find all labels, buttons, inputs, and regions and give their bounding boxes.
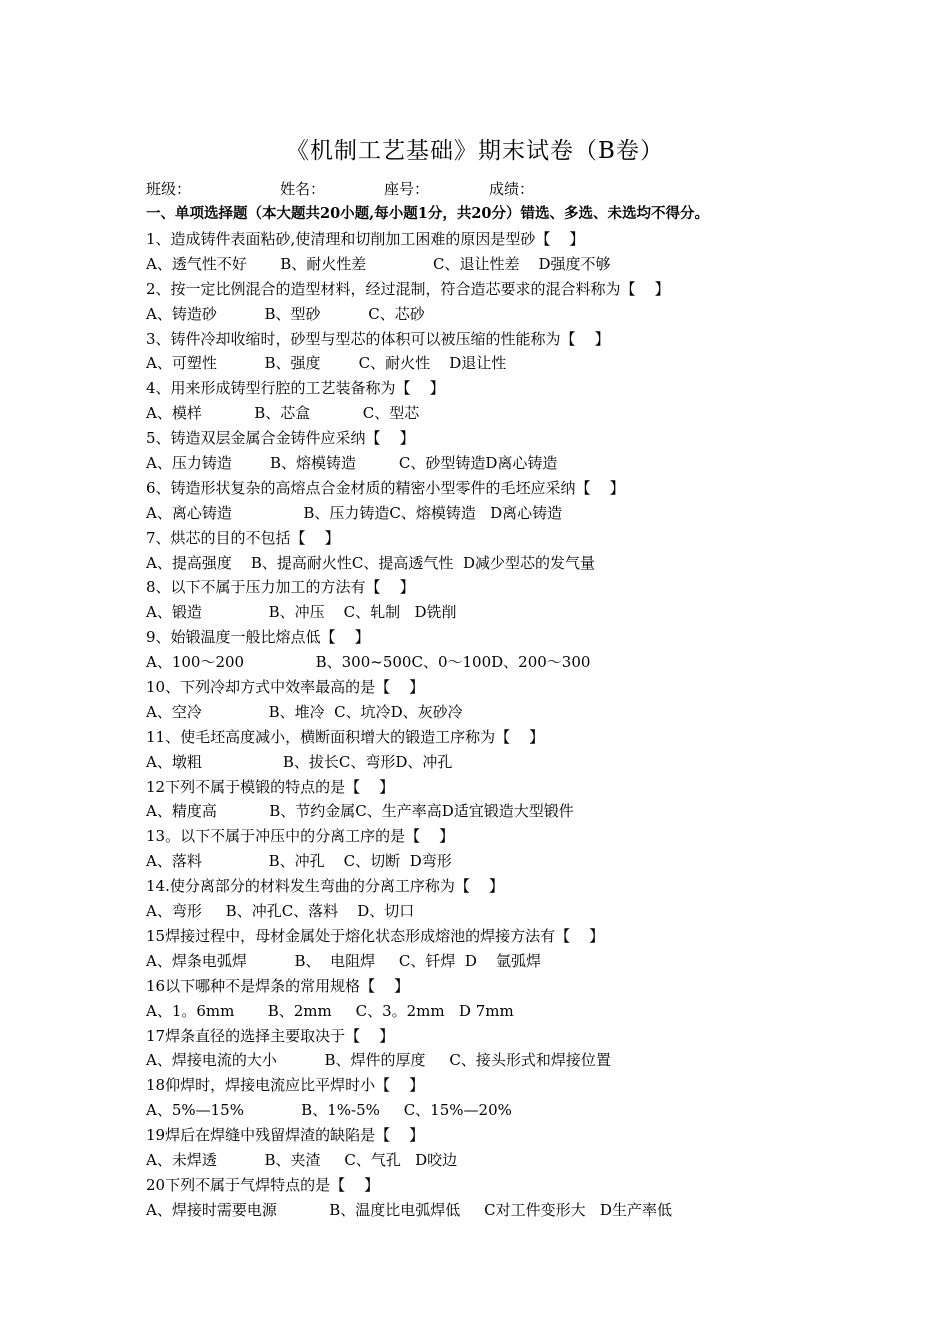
question-19-options: A、未焊透 B、夹渣 C、气孔 D咬边 bbox=[146, 1150, 458, 1169]
question-12-text: 12下列不属于模锻的特点的是【 】 bbox=[146, 777, 395, 796]
question-7-text: 7、烘芯的目的不包括【 】 bbox=[146, 528, 340, 547]
score-label: 成绩： bbox=[489, 180, 535, 198]
question-6-text: 6、铸造形状复杂的高熔点合金材质的精密小型零件的毛坯应采纳【 】 bbox=[146, 478, 625, 497]
exam-title: 《机制工艺基础》期末试卷（B卷） bbox=[286, 138, 664, 164]
question-9-options: A、100～200 B、300~500C、0～100D、200～300 bbox=[146, 653, 591, 672]
question-7-options: A、提高强度 B、提高耐火性C、提高透气性 D减少型芯的发气量 bbox=[146, 553, 595, 572]
question-20-options: A、焊接时需要电源 B、温度比电弧焊低 C对工件变形大 D生产率低 bbox=[146, 1200, 672, 1219]
question-4-options: A、模样 B、芯盒 C、型芯 bbox=[146, 404, 420, 423]
question-10-options: A、空冷 B、堆冷 C、坑冷D、灰砂冷 bbox=[146, 702, 463, 721]
question-5-options: A、压力铸造 B、熔模铸造 C、砂型铸造D离心铸造 bbox=[146, 454, 558, 473]
seat-label: 座号： bbox=[384, 180, 430, 198]
question-3-options: A、可塑性 B、强度 C、耐火性 D退让性 bbox=[146, 354, 507, 373]
section-heading: 一、单项选择题（本大题共20小题,每小题1分，共20分）错选、多选、未选均不得分。 bbox=[146, 205, 709, 222]
question-8-options: A、锻造 B、冲压 C、轧制 D铣削 bbox=[146, 603, 457, 622]
question-3-text: 3、铸件冷却收缩时，砂型与型芯的体积可以被压缩的性能称为【 】 bbox=[146, 329, 610, 348]
question-17-text: 17焊条直径的选择主要取决于【 】 bbox=[146, 1026, 395, 1045]
question-2-options: A、铸造砂 B、型砂 C、芯砂 bbox=[146, 304, 425, 323]
question-9-text: 9、始锻温度一般比熔点低【 】 bbox=[146, 628, 370, 647]
question-15-options: A、焊条电弧焊 B、 电阻焊 C、钎焊 D 氩弧焊 bbox=[146, 951, 542, 970]
question-13-text: 13。以下不属于冲压中的分离工序的是【 】 bbox=[146, 827, 455, 846]
name-label: 姓名： bbox=[280, 180, 326, 198]
question-10-text: 10、下列冷却方式中效率最高的是【 】 bbox=[146, 678, 425, 697]
question-16-options: A、1。6mm B、2mm C、3。2mm D 7mm bbox=[146, 1001, 514, 1020]
question-5-text: 5、铸造双层金属合金铸件应采纳【 】 bbox=[146, 429, 415, 448]
question-18-options: A、5%—15% B、1%-5% C、15%—20% bbox=[146, 1101, 512, 1120]
question-11-text: 11、使毛坯高度减小，横断面积增大的锻造工序称为【 】 bbox=[146, 727, 545, 746]
question-13-options: A、落料 B、冲孔 C、切断 D弯形 bbox=[146, 852, 452, 871]
question-20-text: 20下列不属于气焊特点的是【 】 bbox=[146, 1175, 380, 1194]
question-1-text: 1、造成铸件表面粘砂,使清理和切削加工困难的原因是型砂【 】 bbox=[146, 230, 585, 248]
question-list bbox=[146, 227, 926, 1223]
question-14-options: A、弯形 B、冲孔C、落料 D、切口 bbox=[146, 902, 415, 921]
question-14-text: 14.使分离部分的材料发生弯曲的分离工序称为【 】 bbox=[146, 877, 504, 896]
question-6-options: A、离心铸造 B、压力铸造C、熔模铸造 D离心铸造 bbox=[146, 503, 563, 522]
question-2-text: 2、按一定比例混合的造型材料，经过混制，符合造芯要求的混合料称为【 】 bbox=[146, 279, 670, 298]
question-8-text: 8、以下不属于压力加工的方法有【 】 bbox=[146, 578, 415, 597]
question-4-text: 4、用来形成铸型行腔的工艺装备称为【 】 bbox=[146, 379, 445, 398]
question-11-options: A、墩粗 B、拔长C、弯形D、冲孔 bbox=[146, 752, 453, 771]
question-18-text: 18仰焊时，焊接电流应比平焊时小【 】 bbox=[146, 1076, 425, 1095]
question-1-options: A、透气性不好 B、耐火性差 C、退让性差 D强度不够 bbox=[146, 254, 611, 273]
question-17-options: A、焊接电流的大小 B、焊件的厚度 C、接头形式和焊接位置 bbox=[146, 1051, 611, 1070]
question-19-text: 19焊后在焊缝中残留焊渣的缺陷是【 】 bbox=[146, 1126, 425, 1145]
question-15-text: 15焊接过程中，母材金属处于熔化状态形成熔池的焊接方法有【 】 bbox=[146, 926, 605, 945]
class-label: 班级： bbox=[146, 180, 192, 198]
question-16-text: 16以下哪种不是焊条的常用规格【 】 bbox=[146, 976, 410, 995]
question-12-options: A、精度高 B、节约金属C、生产率高D适宜锻造大型锻件 bbox=[146, 802, 574, 821]
